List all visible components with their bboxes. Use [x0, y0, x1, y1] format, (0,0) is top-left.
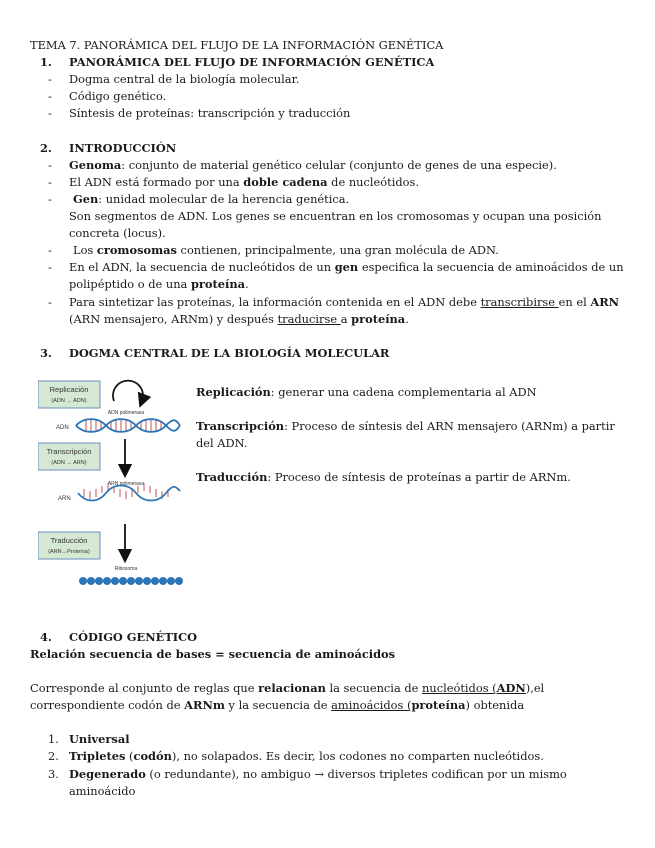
section-title: INTRODUCCIÓN [69, 140, 177, 155]
section-4-subtitle: Relación secuencia de bases = secuencia de aminoácidos [30, 646, 396, 661]
document-title: TEMA 7. PANORÁMICA DEL FLUJO DE LA INFORMACIÓN GENÉTICA [30, 38, 444, 52]
dna-helix [76, 419, 180, 432]
list-item: - Genoma: conjunto de material genético celular (conjunto de genes de una especie). [48, 157, 630, 174]
transcription-description: Transcripción: Proceso de síntesis del ARN mensajero (ARNm) a partir del ADN. [196, 418, 615, 451]
section-1-list [30, 71, 630, 122]
section-number: 2. [40, 140, 52, 155]
rna-label: ARN [58, 495, 71, 502]
transcription-sublabel: (ADN → ARN) [51, 459, 87, 466]
section-1-heading [40, 54, 630, 71]
section-number: 4. [40, 629, 52, 644]
list-item: - En el ADN, la secuencia de nucleótidos de un gen especifica la secuencia de aminoácidos de un polipéptido o de una proteína. [48, 259, 630, 293]
section-title: DOGMA CENTRAL DE LA BIOLOGÍA MOLECULAR [69, 345, 390, 360]
list-item: - Código genético. [48, 88, 630, 105]
translation-label: Traducción [50, 535, 88, 545]
section-3-heading [40, 345, 630, 362]
section-2-heading [40, 140, 630, 157]
central-dogma-figure [30, 379, 630, 629]
section-title: PANORÁMICA DEL FLUJO DE INFORMACIÓN GENÉTICA [69, 55, 435, 70]
section-number: 3. [40, 345, 52, 360]
list-item: - Para sintetizar las proteínas, la información contenida en el ADN debe transcribirse en el ARN (ARN mensajero, ARNm) y después traducirse a proteína. [48, 294, 630, 328]
genetic-code-paragraph: Corresponde al conjunto de reglas que relacionan la secuencia de nucleótidos (ADN),el correspondiente codón de ARNm y la secuencia de aminoácidos (proteína) obtenida [30, 681, 545, 713]
dna-label: ADN [56, 424, 69, 431]
dna-polymerase-label: ADN polimerasa [107, 409, 145, 416]
translation-box [38, 532, 100, 559]
translation-sublabel: (ARN→Proteína) [48, 548, 90, 555]
replication-sublabel: (ADN → ADN) [51, 397, 87, 404]
section-number: 1. [40, 55, 52, 70]
list-item: 3. Degenerado (o redundante), no ambiguo → diversos tripletes codifican por un mismo aminoácido [48, 766, 567, 798]
replication-description: Replicación: generar una cadena complementaria al ADN [196, 384, 537, 399]
section-4-heading [40, 629, 630, 646]
rna-polymerase-label: ARN polimerasa [107, 480, 145, 487]
central-dogma-descriptions [196, 384, 626, 503]
protein-chain [79, 577, 183, 585]
list-item: - Gen: unidad molecular de la herencia genética. Son segmentos de ADN. Los genes se encuentran en los cromosomas y ocupan una posición concreta (locus). [48, 191, 630, 242]
transcription-label: Transcripción [46, 446, 92, 456]
central-dogma-diagram [38, 379, 188, 595]
replication-cycle-arrow [113, 380, 143, 400]
ribosome-label: Ribosoma [114, 565, 138, 572]
list-item: - Síntesis de proteínas: transcripción y traducción [48, 105, 630, 122]
replication-box [38, 381, 100, 408]
document-page [30, 37, 630, 800]
list-item: - Los cromosomas contienen, principalmente, una gran molécula de ADN. [48, 242, 630, 259]
list-item: - El ADN está formado por una doble cadena de nucleótidos. [48, 174, 630, 191]
genetic-code-properties [30, 731, 630, 799]
section-2-list [30, 157, 630, 328]
transcription-box [38, 443, 100, 470]
section-title: CÓDIGO GENÉTICO [69, 629, 198, 644]
list-item: 2. Tripletes (codón), no solapados. Es decir, los codones no comparten nucleótidos. [48, 749, 544, 764]
translation-description: Traducción: Proceso de síntesis de proteínas a partir de ARNm. [196, 470, 571, 485]
list-item: 1. Universal [48, 732, 130, 747]
list-item: - Dogma central de la biología molecular. [48, 71, 630, 88]
replication-label: Replicación [49, 384, 89, 394]
